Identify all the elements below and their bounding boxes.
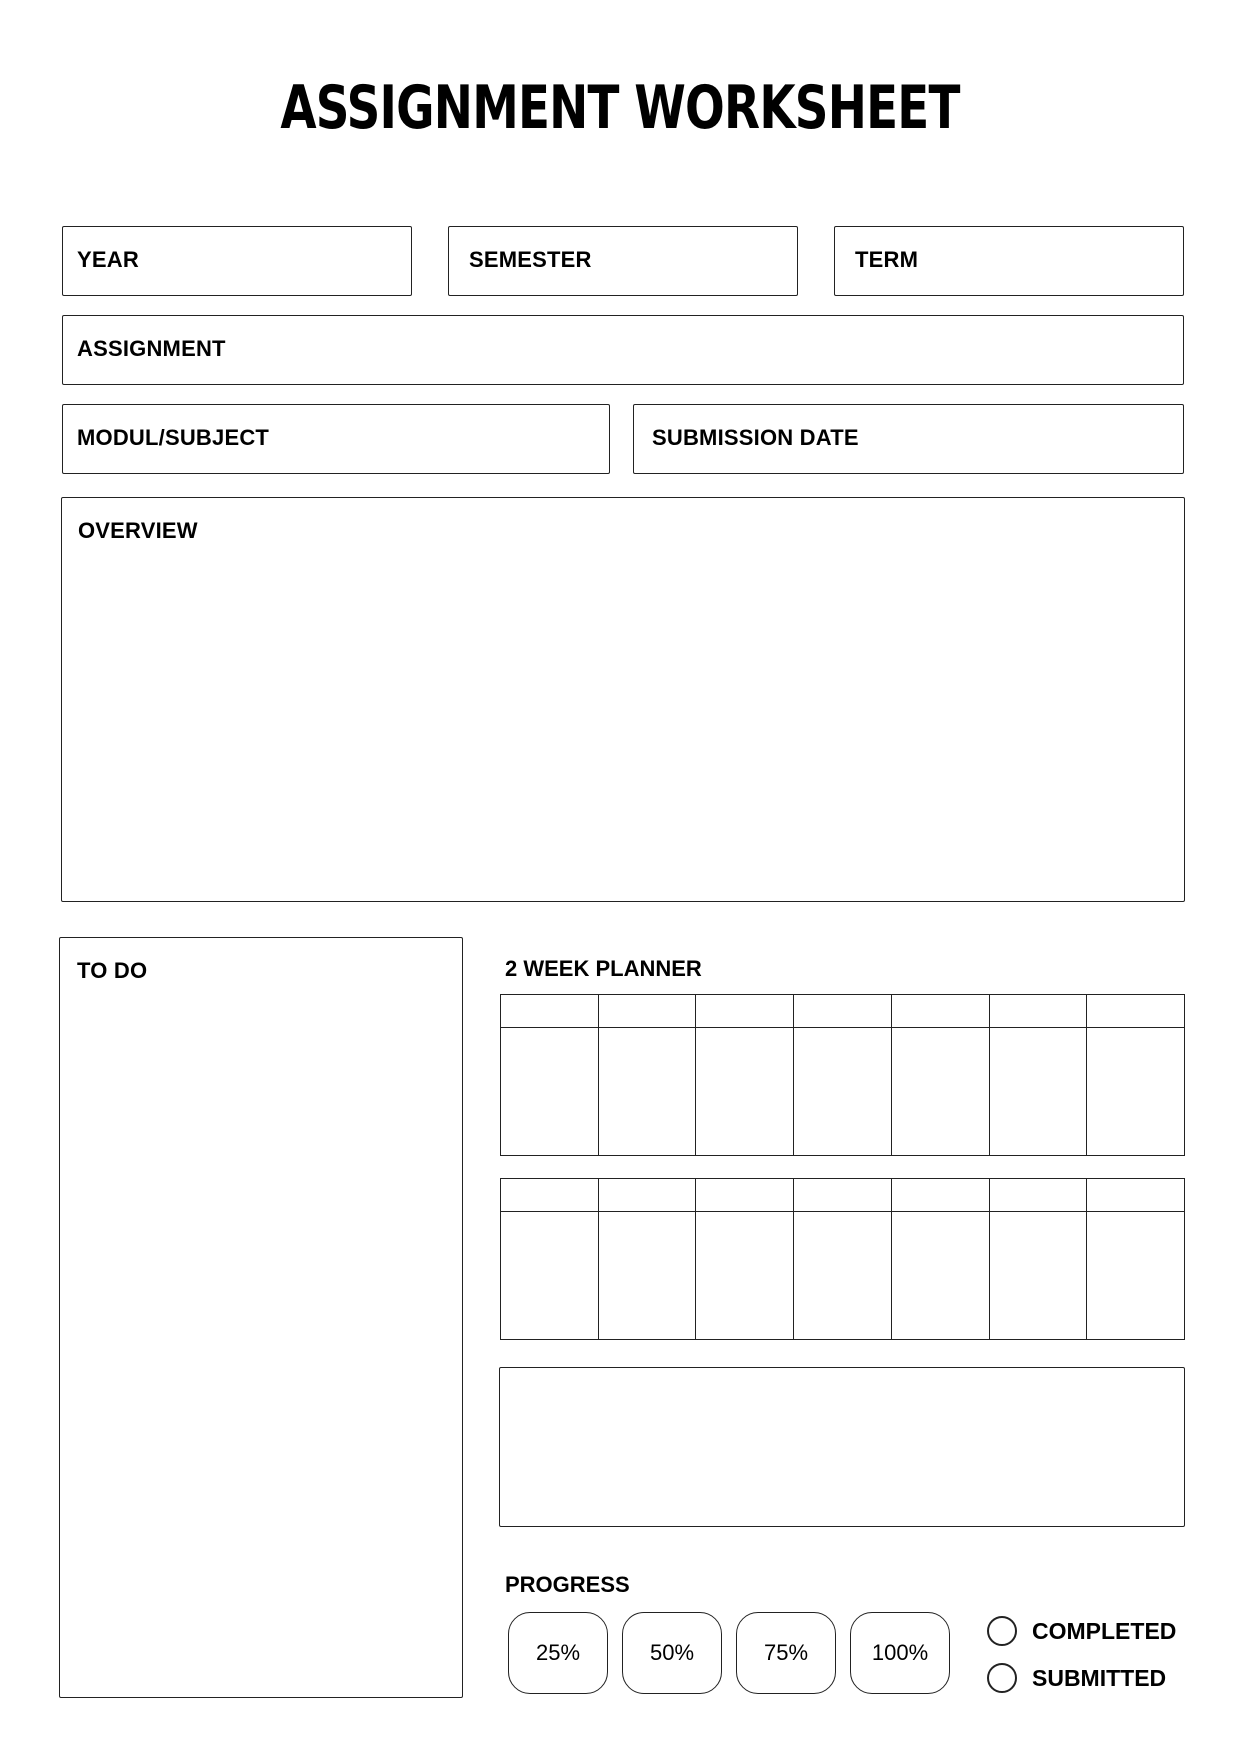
completed-label: COMPLETED [1032, 1618, 1177, 1644]
term-field[interactable] [834, 226, 1184, 296]
planner-day-cell[interactable] [598, 1212, 696, 1340]
year-label: YEAR [77, 247, 139, 272]
planner-day-cell[interactable] [794, 1212, 892, 1340]
planner-day-cell[interactable] [501, 1028, 599, 1156]
progress-75-button[interactable]: 75% [736, 1612, 836, 1694]
planner-day-header[interactable] [794, 1179, 892, 1212]
assignment-field[interactable] [62, 315, 1184, 385]
term-label: TERM [855, 247, 919, 272]
planner-day-cell[interactable] [794, 1028, 892, 1156]
progress-50-button[interactable]: 50% [622, 1612, 722, 1694]
planner-day-cell[interactable] [891, 1028, 989, 1156]
overview-label: OVERVIEW [78, 518, 198, 543]
planner-day-header[interactable] [891, 1179, 989, 1212]
planner-day-cell[interactable] [1087, 1212, 1185, 1340]
progress-label: PROGRESS [505, 1572, 630, 1597]
planner-day-header[interactable] [696, 1179, 794, 1212]
assignment-label: ASSIGNMENT [77, 336, 226, 361]
planner-day-header[interactable] [794, 995, 892, 1028]
module-subject-field[interactable] [62, 404, 610, 474]
submitted-label: SUBMITTED [1032, 1665, 1167, 1691]
module-subject-label: MODUL/SUBJECT [77, 425, 270, 450]
planner-day-cell[interactable] [989, 1212, 1087, 1340]
planner-day-header[interactable] [598, 995, 696, 1028]
submission-date-field[interactable] [633, 404, 1184, 474]
planner-day-header[interactable] [989, 995, 1087, 1028]
planner-day-header[interactable] [1087, 1179, 1185, 1212]
notes-box[interactable] [499, 1367, 1185, 1527]
planner-week-1 [500, 994, 1185, 1156]
planner-day-cell[interactable] [696, 1028, 794, 1156]
progress-100-button[interactable]: 100% [850, 1612, 950, 1694]
planner-label: 2 WEEK PLANNER [505, 956, 702, 981]
planner-day-header[interactable] [891, 995, 989, 1028]
overview-box[interactable] [61, 497, 1185, 902]
planner-day-cell[interactable] [891, 1212, 989, 1340]
todo-label: TO DO [77, 958, 148, 983]
planner-day-cell[interactable] [696, 1212, 794, 1340]
planner-day-header[interactable] [989, 1179, 1087, 1212]
planner-day-header[interactable] [501, 995, 599, 1028]
year-field[interactable] [62, 226, 412, 296]
planner-week-2 [500, 1178, 1185, 1340]
planner-day-header[interactable] [598, 1179, 696, 1212]
planner-day-cell[interactable] [989, 1028, 1087, 1156]
planner-day-cell[interactable] [598, 1028, 696, 1156]
planner-day-header[interactable] [1087, 995, 1185, 1028]
todo-box[interactable] [59, 937, 463, 1698]
semester-label: SEMESTER [469, 247, 592, 272]
planner-day-header[interactable] [501, 1179, 599, 1212]
progress-25-button[interactable]: 25% [508, 1612, 608, 1694]
submission-date-label: SUBMISSION DATE [652, 425, 859, 450]
semester-field[interactable] [448, 226, 798, 296]
planner-day-header[interactable] [696, 995, 794, 1028]
planner-day-cell[interactable] [501, 1212, 599, 1340]
submitted-radio[interactable] [987, 1663, 1017, 1693]
planner-day-cell[interactable] [1087, 1028, 1185, 1156]
completed-radio[interactable] [987, 1616, 1017, 1646]
page-title: ASSIGNMENT WORKSHEET [280, 73, 960, 143]
